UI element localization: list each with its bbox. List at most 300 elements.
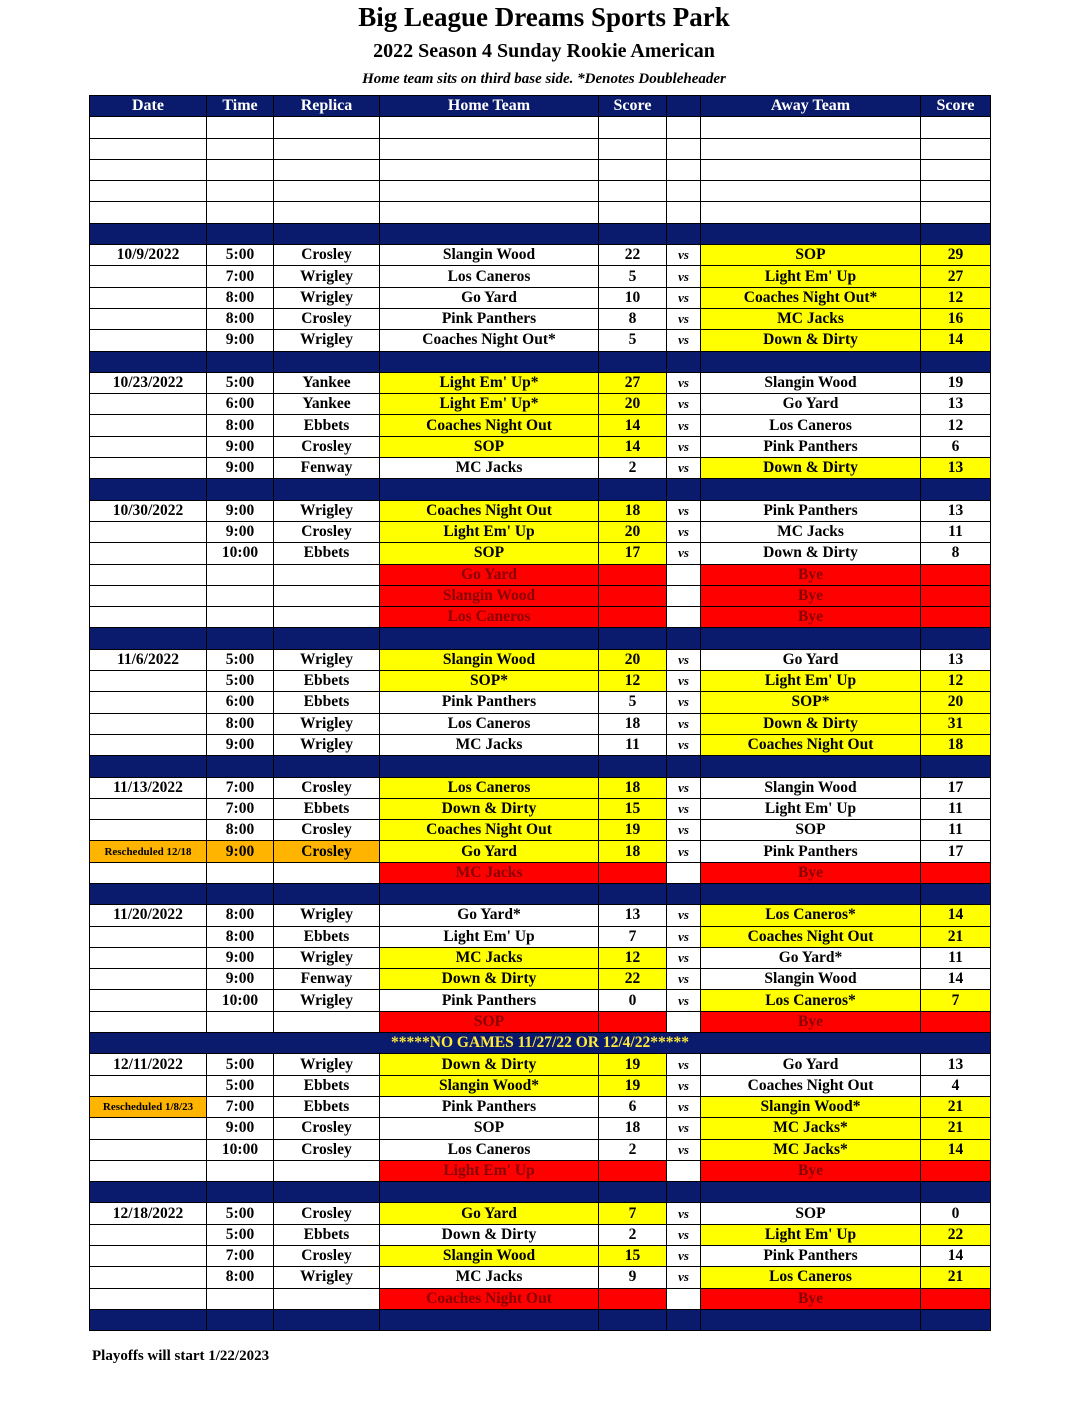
date-cell [90,266,207,287]
col-home-team-header: Home Team [380,96,599,117]
away-team: Slangin Wood [701,372,921,393]
home-team: Go Yard [380,841,599,862]
away-team: Pink Panthers [701,500,921,521]
date-cell: 10/23/2022 [90,372,207,393]
home-score: 14 [599,415,667,436]
replica-cell [274,607,380,628]
vs-cell [667,1160,701,1181]
vs-cell [667,862,701,883]
bye-label: Bye [701,1011,921,1032]
home-team: SOP [380,1118,599,1139]
bye-row [90,862,991,883]
separator-cell [274,628,380,649]
empty-cell [90,202,207,223]
separator-cell [599,756,667,777]
away-team: Coaches Night Out [701,734,921,755]
time-cell: 7:00 [207,777,274,798]
home-score: 13 [599,905,667,926]
empty-cell [701,181,921,202]
date-cell [90,1160,207,1181]
away-score: 16 [921,308,991,329]
away-team: SOP [701,820,921,841]
home-team: Go Yard [380,1203,599,1224]
replica-cell: Wrigley [274,649,380,670]
vs-cell: vs [667,692,701,713]
game-row [90,798,991,819]
separator-cell [90,628,207,649]
separator-cell [90,223,207,244]
home-score: 22 [599,245,667,266]
away-score: 13 [921,394,991,415]
time-cell [207,1011,274,1032]
vs-cell: vs [667,1246,701,1267]
empty-cell [701,159,921,180]
away-team: Light Em' Up [701,1224,921,1245]
home-score: 22 [599,969,667,990]
home-team: Coaches Night Out [380,500,599,521]
time-cell: 8:00 [207,820,274,841]
home-team: Down & Dirty [380,798,599,819]
home-team: Go Yard* [380,905,599,926]
home-team: SOP* [380,671,599,692]
separator-cell [599,479,667,500]
away-score: 0 [921,1203,991,1224]
separator-cell [921,628,991,649]
empty-cell [380,138,599,159]
game-row [90,1075,991,1096]
vs-cell: vs [667,841,701,862]
empty-cell [599,202,667,223]
home-team: Slangin Wood [380,1246,599,1267]
empty-cell [380,202,599,223]
separator-cell [380,223,599,244]
home-score: 5 [599,330,667,351]
separator-cell [667,479,701,500]
away-score: 14 [921,1139,991,1160]
time-cell [207,1288,274,1309]
date-cell [90,1011,207,1032]
game-row [90,458,991,479]
separator-cell [667,1309,701,1330]
away-team: MC Jacks [701,308,921,329]
away-team: Go Yard [701,649,921,670]
separator-cell [921,479,991,500]
empty-cell [90,138,207,159]
away-score: 13 [921,500,991,521]
time-cell: 8:00 [207,926,274,947]
away-team: Los Caneros* [701,990,921,1011]
game-row [90,1139,991,1160]
vs-cell [667,1011,701,1032]
home-score [599,862,667,883]
home-team: Los Caneros [380,266,599,287]
home-score: 14 [599,436,667,457]
separator-cell [207,351,274,372]
away-team: Down & Dirty [701,330,921,351]
vs-cell: vs [667,330,701,351]
home-score: 10 [599,287,667,308]
replica-cell: Wrigley [274,990,380,1011]
home-team: Slangin Wood [380,649,599,670]
separator-cell [274,1309,380,1330]
home-team: Coaches Night Out [380,415,599,436]
replica-cell: Crosley [274,1139,380,1160]
replica-cell: Fenway [274,969,380,990]
game-row [90,500,991,521]
time-cell: 10:00 [207,543,274,564]
bye-label: Bye [701,607,921,628]
date-cell [90,713,207,734]
empty-cell [380,181,599,202]
bye-row [90,585,991,606]
time-cell: 5:00 [207,245,274,266]
game-row [90,777,991,798]
vs-cell: vs [667,734,701,755]
date-cell [90,671,207,692]
separator-cell [701,628,921,649]
game-row [90,415,991,436]
date-cell: 10/30/2022 [90,500,207,521]
home-score: 18 [599,777,667,798]
empty-cell [667,159,701,180]
away-team: Slangin Wood [701,777,921,798]
bye-team: Los Caneros [380,607,599,628]
away-score: 13 [921,1054,991,1075]
time-cell: 5:00 [207,1054,274,1075]
replica-cell: Crosley [274,1246,380,1267]
time-cell: 9:00 [207,500,274,521]
bye-row [90,564,991,585]
col-vs-header [667,96,701,117]
empty-cell [90,181,207,202]
away-score [921,1160,991,1181]
vs-cell: vs [667,458,701,479]
replica-cell [274,1288,380,1309]
away-team: Down & Dirty [701,713,921,734]
away-score: 21 [921,926,991,947]
home-team: Pink Panthers [380,692,599,713]
time-cell: 8:00 [207,415,274,436]
game-row [90,1224,991,1245]
game-row [90,287,991,308]
vs-cell: vs [667,947,701,968]
away-score: 12 [921,287,991,308]
separator-cell [274,351,380,372]
empty-cell [701,202,921,223]
separator-cell [599,223,667,244]
date-cell: 11/13/2022 [90,777,207,798]
empty-cell [207,159,274,180]
separator-cell [274,756,380,777]
separator-cell [667,1182,701,1203]
time-cell: 9:00 [207,458,274,479]
vs-cell [667,607,701,628]
home-score [599,1011,667,1032]
vs-cell: vs [667,266,701,287]
vs-cell: vs [667,1054,701,1075]
away-team: Los Caneros* [701,905,921,926]
away-score [921,607,991,628]
time-cell: 8:00 [207,713,274,734]
vs-cell: vs [667,1224,701,1245]
replica-cell: Crosley [274,436,380,457]
empty-cell [380,159,599,180]
separator-cell [207,223,274,244]
date-cell [90,926,207,947]
separator-cell [274,1182,380,1203]
away-team: MC Jacks* [701,1139,921,1160]
away-score: 14 [921,905,991,926]
vs-cell [667,564,701,585]
away-team: MC Jacks [701,521,921,542]
separator-cell [921,351,991,372]
time-cell: 9:00 [207,947,274,968]
empty-cell [921,202,991,223]
home-score: 7 [599,1203,667,1224]
separator-cell [701,756,921,777]
week-separator [90,1309,991,1330]
away-team: Go Yard* [701,947,921,968]
replica-cell [274,1160,380,1181]
away-score: 4 [921,1075,991,1096]
time-cell [207,607,274,628]
home-team: Pink Panthers [380,1096,599,1117]
time-cell: 5:00 [207,1224,274,1245]
separator-cell [701,351,921,372]
separator-cell [921,1182,991,1203]
home-team: Go Yard [380,287,599,308]
away-score: 18 [921,734,991,755]
away-score [921,1011,991,1032]
home-score [599,585,667,606]
vs-cell: vs [667,1203,701,1224]
away-score [921,1288,991,1309]
empty-cell [380,117,599,138]
away-score: 7 [921,990,991,1011]
replica-cell: Wrigley [274,1267,380,1288]
replica-cell: Ebbets [274,798,380,819]
away-score: 17 [921,777,991,798]
replica-cell: Ebbets [274,1096,380,1117]
empty-cell [667,181,701,202]
game-row [90,649,991,670]
date-cell [90,692,207,713]
date-cell [90,798,207,819]
empty-cell [207,117,274,138]
empty-cell [599,117,667,138]
bye-row [90,607,991,628]
empty-cell [667,117,701,138]
away-team: Go Yard [701,1054,921,1075]
away-team: Pink Panthers [701,1246,921,1267]
game-row [90,713,991,734]
date-cell: 12/18/2022 [90,1203,207,1224]
time-cell: 10:00 [207,1139,274,1160]
home-score: 9 [599,1267,667,1288]
game-row [90,543,991,564]
home-score: 20 [599,649,667,670]
replica-cell [274,564,380,585]
separator-cell [90,756,207,777]
vs-cell: vs [667,649,701,670]
vs-cell: vs [667,394,701,415]
replica-cell: Crosley [274,1118,380,1139]
separator-cell [274,479,380,500]
separator-cell [667,351,701,372]
col-replica-header: Replica [274,96,380,117]
replica-cell: Wrigley [274,905,380,926]
replica-cell [274,862,380,883]
col-away-score-header: Score [921,96,991,117]
home-team: Light Em' Up [380,521,599,542]
home-score: 15 [599,1246,667,1267]
home-team: MC Jacks [380,947,599,968]
game-row [90,905,991,926]
time-cell: 8:00 [207,1267,274,1288]
separator-cell [207,883,274,904]
bye-label: Bye [701,585,921,606]
separator-cell [921,756,991,777]
home-team: Coaches Night Out* [380,330,599,351]
time-cell: 6:00 [207,692,274,713]
home-score: 2 [599,1224,667,1245]
date-cell [90,947,207,968]
away-score: 27 [921,266,991,287]
separator-cell [667,883,701,904]
away-score: 22 [921,1224,991,1245]
separator-cell [921,223,991,244]
away-score: 21 [921,1118,991,1139]
time-cell: 7:00 [207,266,274,287]
separator-cell [599,1182,667,1203]
home-score: 2 [599,458,667,479]
replica-cell: Wrigley [274,330,380,351]
replica-cell [274,585,380,606]
away-score: 13 [921,458,991,479]
date-cell [90,585,207,606]
time-cell: 6:00 [207,394,274,415]
vs-cell: vs [667,926,701,947]
home-team: Down & Dirty [380,969,599,990]
bye-team: Slangin Wood [380,585,599,606]
home-score: 0 [599,990,667,1011]
empty-cell [701,138,921,159]
blank-row [90,159,991,180]
separator-cell [380,479,599,500]
bye-label: Bye [701,564,921,585]
replica-cell: Yankee [274,394,380,415]
separator-cell [599,883,667,904]
away-score [921,564,991,585]
empty-cell [90,117,207,138]
time-cell: 5:00 [207,649,274,670]
home-team: Slangin Wood [380,245,599,266]
time-cell: 5:00 [207,372,274,393]
vs-cell: vs [667,543,701,564]
empty-cell [90,159,207,180]
game-row [90,841,991,862]
separator-cell [380,1309,599,1330]
col-time-header: Time [207,96,274,117]
replica-cell: Crosley [274,777,380,798]
date-cell [90,820,207,841]
away-team: Light Em' Up [701,671,921,692]
time-cell: 8:00 [207,308,274,329]
home-score: 17 [599,543,667,564]
home-team: Los Caneros [380,713,599,734]
date-cell [90,734,207,755]
home-team: MC Jacks [380,458,599,479]
rescheduled-badge: Rescheduled 1/8/23 [90,1096,207,1117]
home-score: 20 [599,521,667,542]
away-team: SOP* [701,692,921,713]
date-cell [90,1139,207,1160]
separator-cell [90,883,207,904]
home-score: 11 [599,734,667,755]
separator-cell [207,756,274,777]
date-cell [90,990,207,1011]
empty-cell [274,202,380,223]
replica-cell: Crosley [274,521,380,542]
replica-cell: Wrigley [274,734,380,755]
separator-cell [921,883,991,904]
footer-note: Playoffs will start 1/22/2023 [92,1348,270,1364]
away-team: Los Caneros [701,1267,921,1288]
separator-cell [380,351,599,372]
week-separator [90,479,991,500]
home-score: 18 [599,713,667,734]
away-score: 29 [921,245,991,266]
schedule-table [89,95,991,1331]
home-score: 19 [599,1075,667,1096]
game-row [90,947,991,968]
vs-cell: vs [667,436,701,457]
col-away-team-header: Away Team [701,96,921,117]
separator-cell [90,351,207,372]
replica-cell: Wrigley [274,713,380,734]
away-team: Down & Dirty [701,543,921,564]
time-cell: 7:00 [207,1096,274,1117]
date-cell: 11/6/2022 [90,649,207,670]
time-cell: 9:00 [207,734,274,755]
replica-cell: Ebbets [274,415,380,436]
empty-cell [921,138,991,159]
away-score: 31 [921,713,991,734]
game-row [90,394,991,415]
replica-cell: Crosley [274,820,380,841]
separator-cell [90,1182,207,1203]
col-home-score-header: Score [599,96,667,117]
game-row [90,1118,991,1139]
game-row [90,1246,991,1267]
blank-row [90,138,991,159]
away-score: 11 [921,798,991,819]
home-team: Los Caneros [380,1139,599,1160]
bye-team: MC Jacks [380,862,599,883]
empty-cell [921,159,991,180]
week-separator [90,223,991,244]
time-cell: 5:00 [207,1203,274,1224]
away-score: 19 [921,372,991,393]
bye-label: Bye [701,862,921,883]
bye-row [90,1288,991,1309]
separator-cell [380,756,599,777]
time-cell: 9:00 [207,521,274,542]
away-score: 11 [921,947,991,968]
away-score: 14 [921,969,991,990]
time-cell: 5:00 [207,671,274,692]
date-cell [90,607,207,628]
